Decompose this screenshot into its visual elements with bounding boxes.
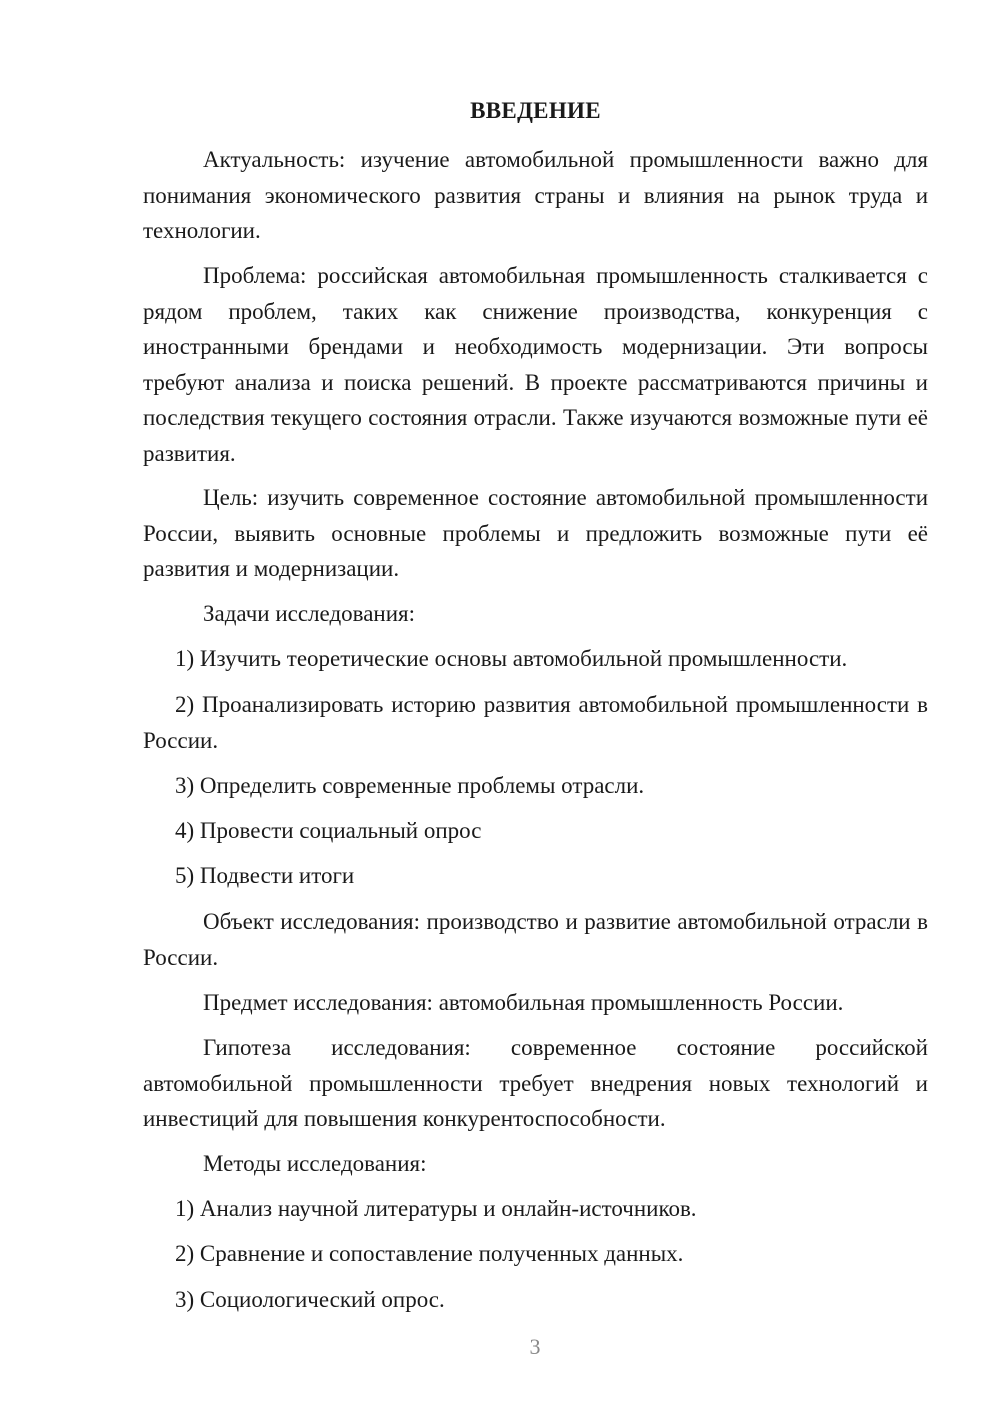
task-item: 1) Изучить теоретические основы автомобильной промышленности. (175, 646, 848, 671)
task-item: 3) Определить современные проблемы отрасли. (175, 773, 645, 798)
relevance-paragraph: Актуальность: изучение автомобильной промышленности важно для понимания экономического развития страны и влияния на рынок труда и технологии. (143, 147, 928, 243)
methods-title: Методы исследования: (203, 1151, 427, 1176)
task-item: 2) Проанализировать историю развития автомобильной промышленности в России. (143, 692, 928, 753)
subject-paragraph: Предмет исследования: автомобильная промышленность России. (203, 990, 844, 1015)
hypothesis-paragraph: Гипотеза исследования: современное состояние российской автомобильной промышленности требует внедрения новых технологий и инвестиций для повышения конкурентоспособности. (143, 1035, 928, 1131)
goal-paragraph: Цель: изучить современное состояние автомобильной промышленности России, выявить основные проблемы и предложить возможные пути её развития и модернизации. (143, 485, 928, 581)
tasks-title: Задачи исследования: (203, 601, 416, 626)
task-item: 4) Провести социальный опрос (175, 818, 482, 843)
method-item: 2) Сравнение и сопоставление полученных данных. (175, 1241, 684, 1266)
method-item: 3) Социологический опрос. (175, 1287, 445, 1312)
section-heading: ВВЕДЕНИЕ (470, 98, 601, 123)
method-item: 1) Анализ научной литературы и онлайн-источников. (175, 1196, 697, 1221)
page-number: 3 (529, 1334, 541, 1359)
task-item: 5) Подвести итоги (175, 863, 355, 888)
object-paragraph: Объект исследования: производство и развитие автомобильной отрасли в России. (143, 909, 928, 970)
problem-paragraph: Проблема: российская автомобильная промышленность сталкивается с рядом проблем, таких как снижение производства, конкуренция с иностранными брендами и необходимость модернизации. Эти вопросы требуют анализа и поиска решений. В проекте рассматриваются причины и последствия текущего состояния отрасли. Также изучаются возможные пути её развития. (143, 263, 928, 466)
